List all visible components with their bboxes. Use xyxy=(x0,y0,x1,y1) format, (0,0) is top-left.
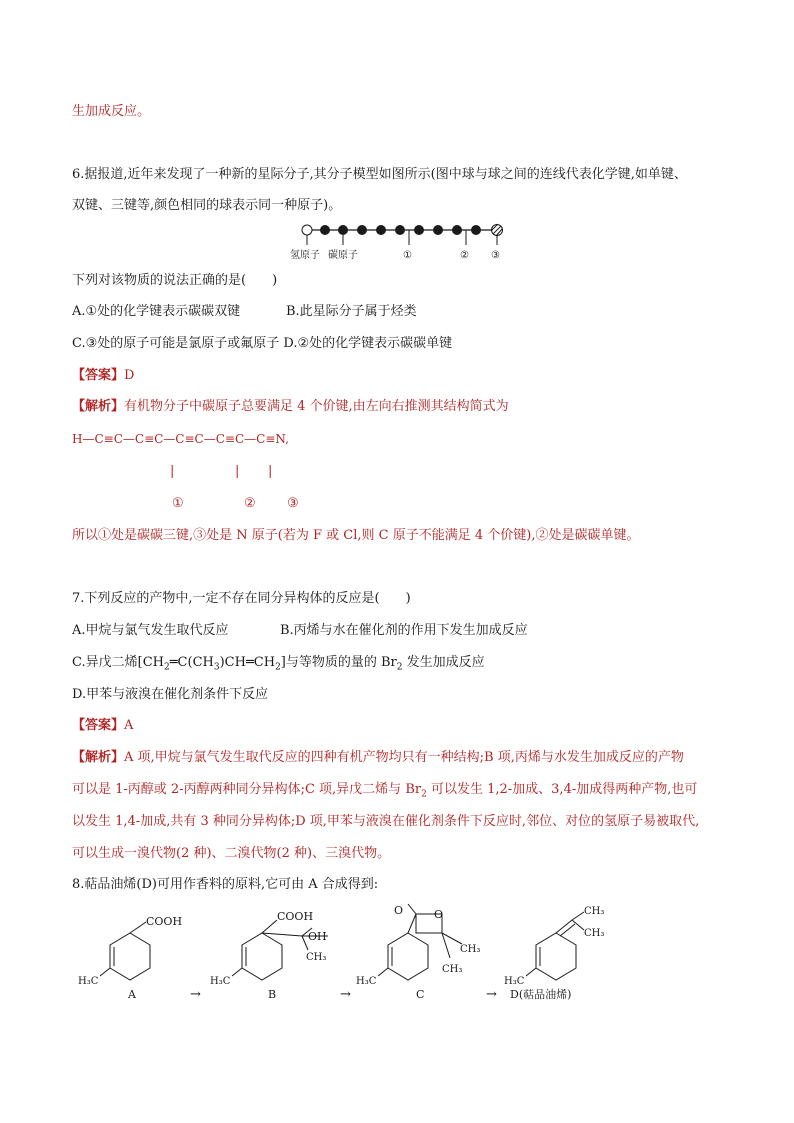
carbon-atom-ball xyxy=(414,225,424,235)
q7-option-d: D.甲苯与液溴在催化剂条件下反应 xyxy=(72,687,269,702)
arrow-icon: → xyxy=(486,987,497,1002)
formula-mark-1: ① xyxy=(172,496,184,511)
q6-option-a: A.①处的化学键表示碳碳双键 xyxy=(72,304,241,319)
q7-analysis-1 xyxy=(72,748,684,768)
subscript: 2 xyxy=(421,789,427,800)
analysis-text: 可以是 1-丙醇或 2-丙醇两种同分异构体;C 项,异戊二烯与 Br xyxy=(72,782,422,797)
q7-analysis-2 xyxy=(72,780,697,805)
cooh-group: COOH xyxy=(277,910,314,923)
carbon-atom-ball xyxy=(357,225,367,235)
q8-stem: 8.萜品油烯(D)可用作香料的原料,它可由 A 合成得到: xyxy=(72,877,379,892)
q6-option-b: B.此星际分子属于烃类 xyxy=(286,304,417,319)
mark-3-label: ③ xyxy=(491,250,500,261)
subscript: 2 xyxy=(275,662,281,673)
q6-answer xyxy=(72,366,134,386)
label-a: A xyxy=(128,988,136,1001)
carbon-atom-ball xyxy=(433,225,443,235)
q6-option-c-text: C.③处的原子可能是氯原子或氟原子 xyxy=(72,336,280,351)
methyl-group: CH₃ xyxy=(306,952,327,963)
compound-c-structure xyxy=(356,904,480,1001)
q6-ask: 下列对该物质的说法正确的是( ) xyxy=(72,273,278,288)
answer-value: D xyxy=(124,368,135,383)
q7-answer xyxy=(72,716,133,736)
subscript: 2 xyxy=(163,662,170,673)
carbon-atom-ball xyxy=(471,225,481,235)
hydrogen-atom-ball xyxy=(302,225,312,235)
analysis-tag: 【解析】 xyxy=(72,399,125,414)
carbon-label: 碳原子 xyxy=(328,250,358,261)
q6-stem-line1: 6.据报道,近年来发现了一种新的星际分子,其分子模型如图所示(图中球与球之间的连线代表化学键,如单键、 xyxy=(72,167,687,182)
answer-value: A xyxy=(124,718,134,733)
q7-opt-c-part: )CH═CH xyxy=(219,655,276,670)
q6-stem-line2: 双键、三键等,颜色相同的球表示同一种原子)。 xyxy=(72,198,342,213)
methyl-group: CH₃ xyxy=(442,964,463,975)
carbon-atom-ball xyxy=(376,225,386,235)
formula-mark-3: ③ xyxy=(287,496,299,511)
molecule-model-figure xyxy=(290,220,520,266)
synthesis-scheme-figure xyxy=(72,898,632,1008)
q6-structural-formula: H—C≡C—C≡C—C≡C—C≡C—C≡N, xyxy=(72,432,289,446)
hydroxyl-group: OH xyxy=(308,930,327,943)
mark-2-label: ② xyxy=(460,250,469,261)
compound-b-structure xyxy=(210,910,328,1001)
compound-d-structure xyxy=(504,906,604,1001)
compound-a-structure xyxy=(78,915,182,1001)
arrow-icon: → xyxy=(190,987,201,1002)
methyl-group: H₃C xyxy=(210,976,231,987)
q7-opt-c-part: C.异戊二烯[CH xyxy=(72,655,164,670)
analysis-text: 有机物分子中碳原子总要满足 4 个价键,由左向右推测其结构简式为 xyxy=(124,399,509,414)
label-b: B xyxy=(268,988,277,1001)
methyl-group: H₃C xyxy=(78,976,99,987)
q7-option-b: B.丙烯与水在催化剂的作用下发生加成反应 xyxy=(280,623,528,638)
carbon-atom-ball xyxy=(338,225,348,235)
formula-bar-3: | xyxy=(268,464,273,479)
methyl-group: CH₃ xyxy=(460,944,481,955)
q6-analysis-1 xyxy=(72,397,509,417)
label-d: D(萜品油烯) xyxy=(510,988,572,1001)
mark-1-label: ① xyxy=(403,250,412,261)
ring-oxygen: O xyxy=(434,908,444,921)
formula-bar-1: | xyxy=(170,464,175,479)
q6-option-d-text: D.②处的化学键表示碳碳单键 xyxy=(283,336,453,351)
methyl-group: H₃C xyxy=(504,976,525,987)
formula-mark-2: ② xyxy=(244,496,256,511)
methyl-group: H₃C xyxy=(356,976,377,987)
q6-option-c xyxy=(72,334,452,354)
analysis-text: 可以发生 1,2-加成、3,4-加成得两种产物,也可 xyxy=(426,782,698,797)
q7-analysis-3: 以发生 1,4-加成,共有 3 种同分异构体;D 项,甲苯与液溴在催化剂条件下反应时,邻位、对位的氢原子易被取代, xyxy=(72,814,700,829)
formula-bar-2: | xyxy=(235,464,240,479)
carbonyl-oxygen: O xyxy=(394,904,404,917)
carbon-atom-ball xyxy=(395,225,405,235)
q7-opt-c-part: 发生加成反应 xyxy=(402,655,485,670)
hydrogen-label: 氢原子 xyxy=(290,250,320,261)
q7-analysis-4: 可以生成一溴代物(2 种)、二溴代物(2 种)、三溴代物。 xyxy=(72,846,391,861)
carbon-atom-ball xyxy=(452,225,462,235)
q7-opt-c-part: ═C(CH xyxy=(169,655,214,670)
q7-stem: 7.下列反应的产物中,一定不存在同分异构体的反应是( ) xyxy=(72,591,411,606)
q7-option-c xyxy=(72,653,485,678)
answer-tag: 【答案】 xyxy=(72,718,125,733)
label-c: C xyxy=(416,988,425,1001)
methyl-group: CH₃ xyxy=(584,906,605,917)
cooh-group: COOH xyxy=(146,915,183,928)
carbon-atom-ball xyxy=(320,225,330,235)
analysis-text: A 项,甲烷与氯气发生取代反应的四种有机产物均只有一种结构;B 项,丙烯与水发生加成反应的产物 xyxy=(124,750,684,765)
analysis-tag: 【解析】 xyxy=(72,750,125,765)
arrow-icon: → xyxy=(340,987,351,1002)
subscript: 3 xyxy=(213,662,220,673)
methyl-group: CH₃ xyxy=(584,928,605,939)
subscript: 2 xyxy=(396,662,403,673)
answer-tag: 【答案】 xyxy=(72,368,125,383)
q7-opt-c-part: ]与等物质的量的 Br xyxy=(280,655,397,670)
q7-option-a: A.甲烷与氯气发生取代反应 xyxy=(72,623,229,638)
q6-analysis-2: 所以①处是碳碳三键,③处是 N 原子(若为 F 或 Cl,则 C 原子不能满足 4 个价键),②处是碳碳单键。 xyxy=(72,528,640,543)
continued-text: 生加成反应。 xyxy=(72,104,151,119)
